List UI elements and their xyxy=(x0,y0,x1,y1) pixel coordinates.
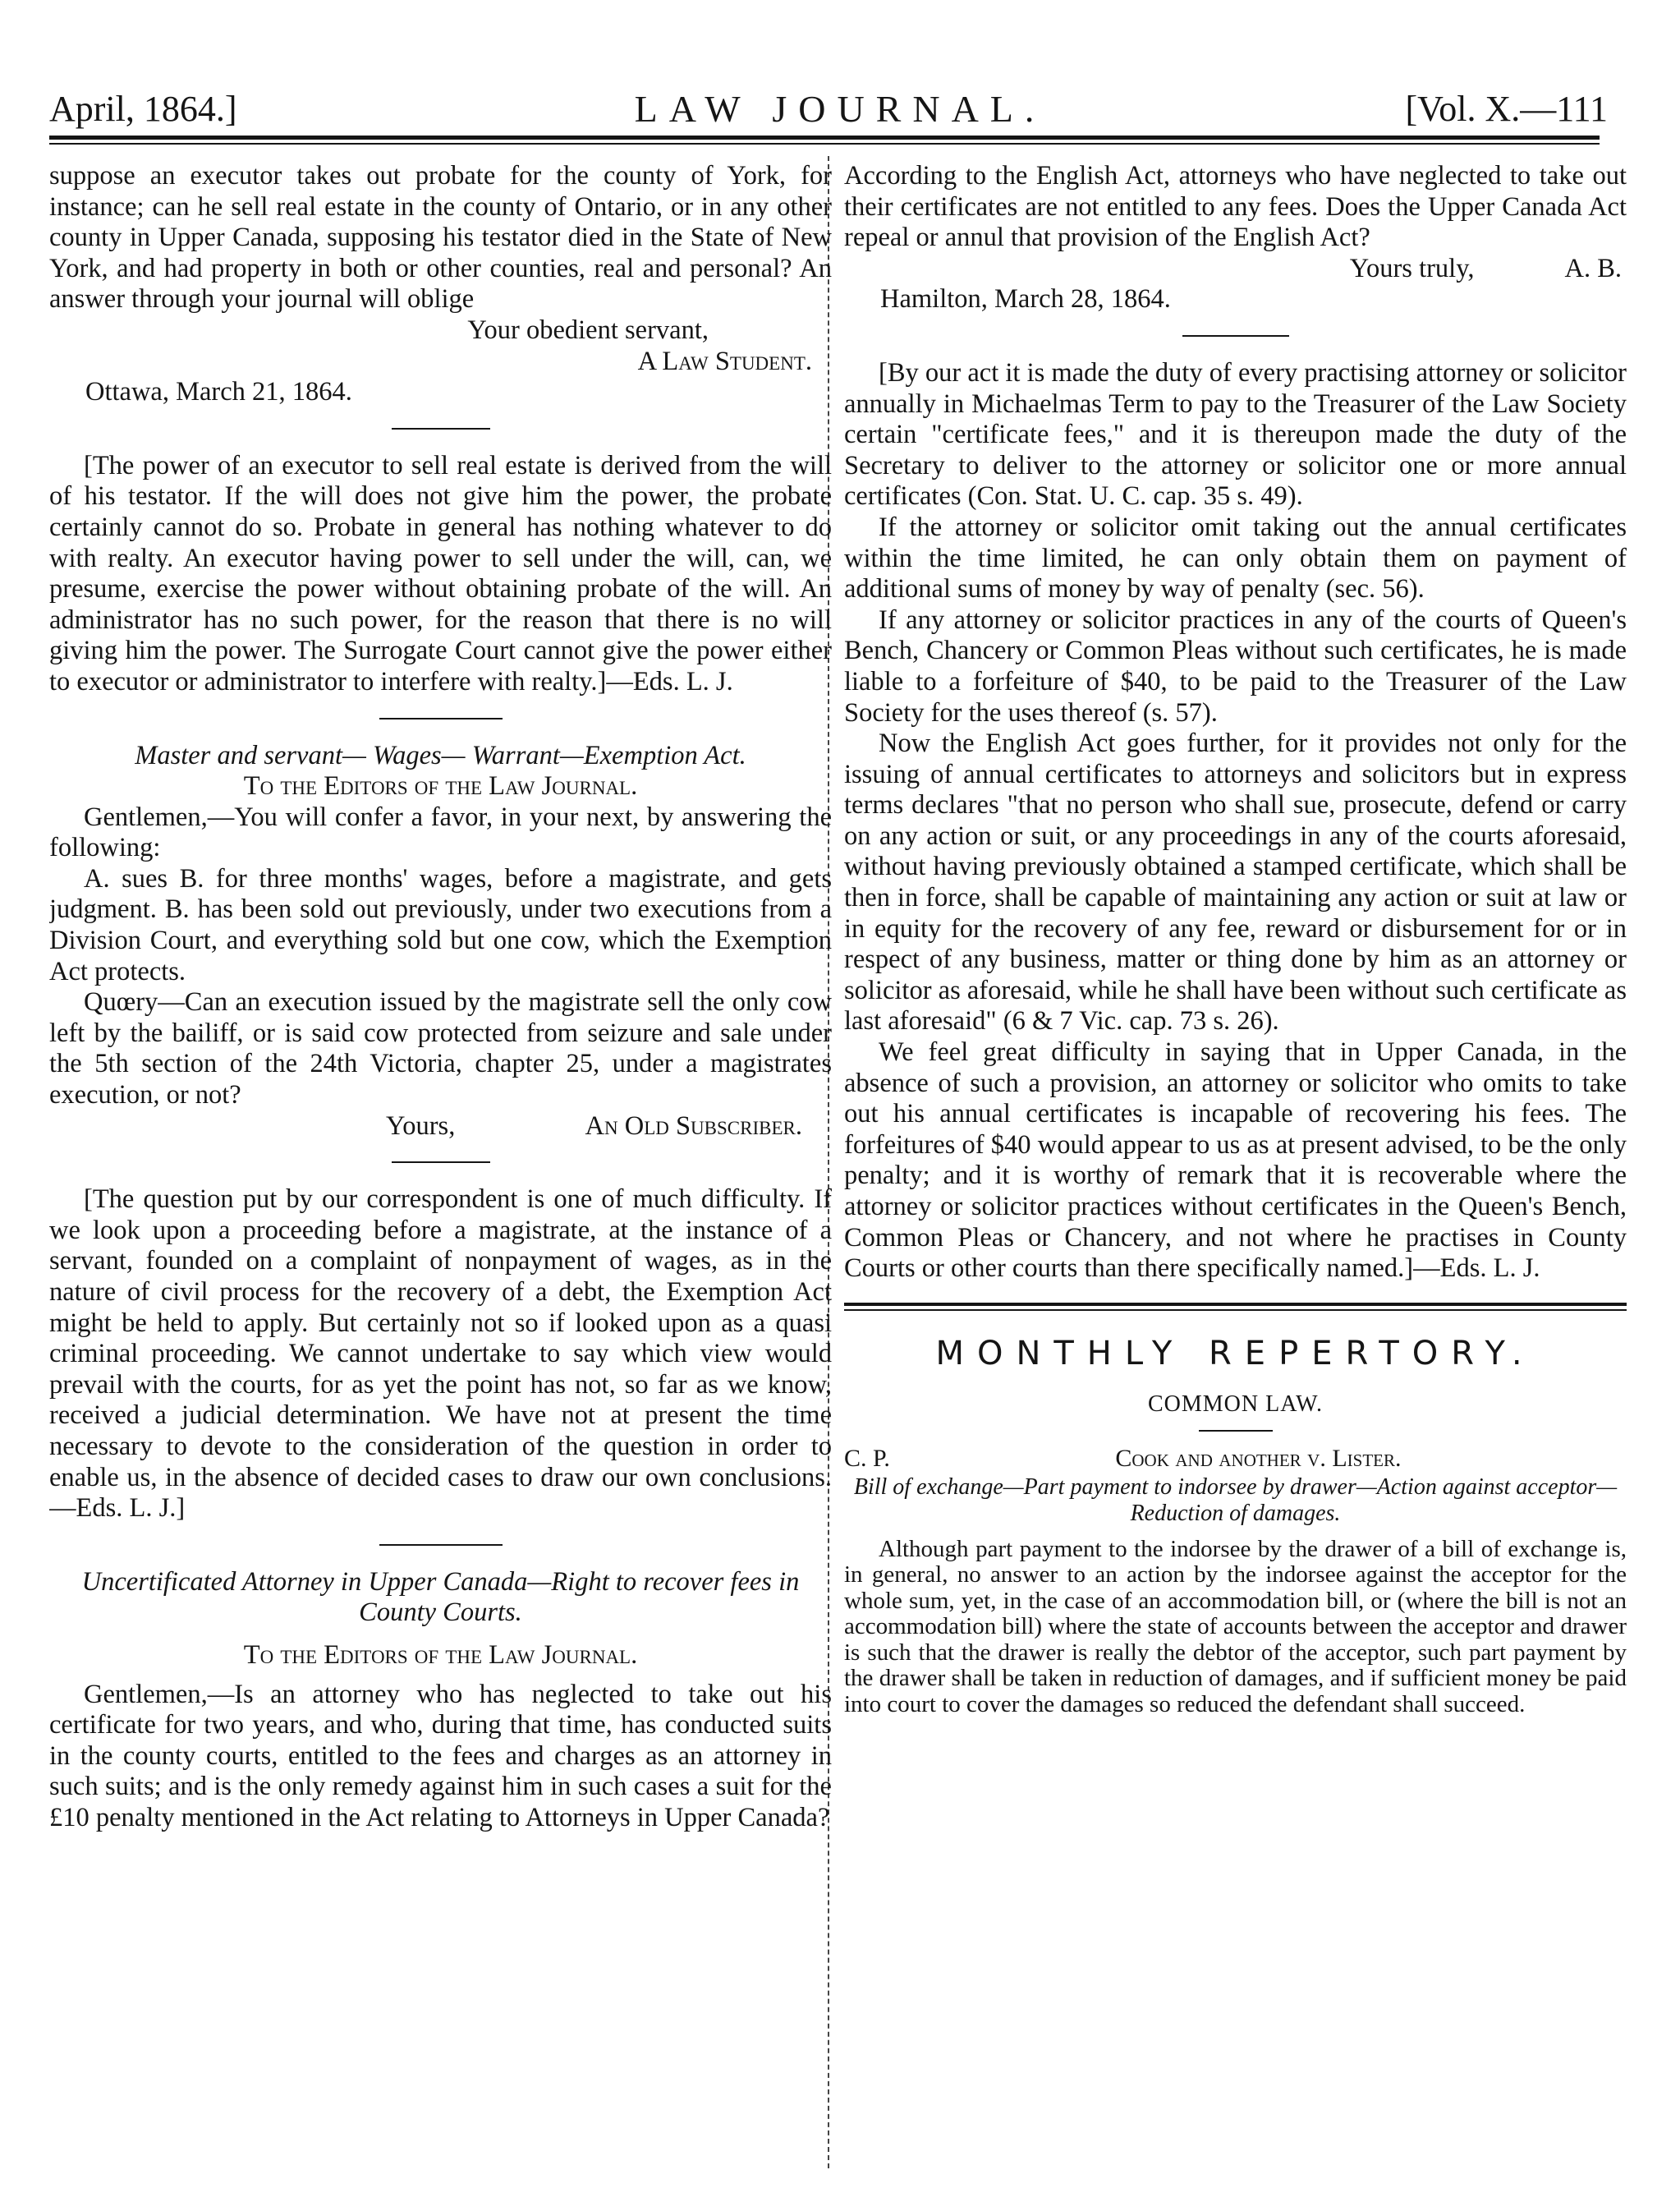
section-title: MONTHLY REPERTORY. xyxy=(935,1334,1535,1372)
separator-rule xyxy=(1182,335,1289,337)
editor-reply-3-p3: If any attorney or solicitor practices in any of the courts of Queen's Bench, Chancery or Common Pleas without such certificates, he is made liable to a forfeiture of $40, to be paid to the Treasurer of the Law Society for the uses thereof (s. 57). xyxy=(844,605,1627,728)
letter2-heading: Master and servant— Wages— Warrant—Exemption Act. xyxy=(135,740,746,770)
editor-reply-1: [The power of an executor to sell real estate is derived from the will of his testator. If the will does not give him the power, the probate certainly cannot do so. Probate in general has nothing whatever to do with realty. An executor having power to sell under the will, can, we presume, exercise the power without obtaining probate of the will. An administrator has no such power, for the reason that there is no will giving him the power. The Surrogate Court cannot give the power either to executor or administrator to interfere with realty.]—Eds. L. J. xyxy=(49,450,832,696)
letter2-addressee: To the Editors of the Law Journal. xyxy=(243,771,638,802)
letter1-closing: Your obedient servant, xyxy=(467,315,709,345)
editor-reply-3-p4: Now the English Act goes further, for it provides not only for the issuing of annual certificates to attorneys and solicitors but in express terms declares "that no person who shall sue, prosecute, defend or carry on any action or suit, or any proceedings in any of the courts aforesaid, without having previously obtained a stamped certificate, which shall be then in force, shall be capable of maintaining any action or suit at law or in equity for the recovery of any fee, reward or disbursement for or in respect of any business, matter or thing done by him as an attorney or solicitor as aforesaid, while he shall have been without such certificate as last aforesaid" (6 & 7 Vic. cap. 73 s. 26). xyxy=(844,729,1627,1037)
separator-rule xyxy=(1199,1430,1273,1432)
header-rule-thin xyxy=(49,143,1600,145)
left-column xyxy=(49,161,832,2165)
case-name: Cook and another v. Lister. xyxy=(1115,1444,1402,1472)
letter2-salutation: Gentlemen,—You will confer a favor, in your next, by answering the following: xyxy=(49,802,832,863)
editor-reply-3-p1: [By our act it is made the duty of every practising attorney or solicitor annually in Michaelmas Term to pay to the Treasurer of the Law Society certain "certificate fees," and it is thereupon made the duty of the Secretary to deliver to the attorney or solicitor one or more annual certificates (Con. Stat. U. C. cap. 35 s. 49). xyxy=(844,357,1627,512)
separator-rule xyxy=(379,718,503,719)
subsection-title: COMMON LAW. xyxy=(1147,1391,1324,1418)
separator-rule xyxy=(392,428,490,430)
letter1-signature: A Law Student. xyxy=(637,346,812,376)
letter3-text: Gentlemen,—Is an attorney who has neglected to take out his certificate for two years, and who, during that time, has conducted suits in the county courts, entitled to the fees and charges as an attorney in such suits; and is the only remedy against him in such cases a suit for the £10 penalty mentioned in the Act relating to Attorneys in Upper Canada? xyxy=(49,1679,832,1832)
letter3-closing: Yours truly, xyxy=(1349,253,1475,283)
letter3-signature: A. B. xyxy=(1564,253,1622,283)
letter3-addressee: To the Editors of the Law Journal. xyxy=(243,1639,638,1670)
separator-rule xyxy=(392,1161,490,1163)
letter2-signature: An Old Subscriber. xyxy=(585,1110,802,1141)
letter3-signoff xyxy=(844,254,1627,285)
section-rule-thick xyxy=(844,1303,1627,1306)
letter3-continued: According to the English Act, attorneys who have neglected to take out their certificates are not entitled to any fees. Does the Upper Canada Act repeal or annul that provision of the English Act? xyxy=(844,161,1627,253)
editor-reply-3-p5: We feel great difficulty in saying that in Upper Canada, in the absence of such a provision, an attorney or solicitor who omits to take out his annual certificates is incapable of recovering his fees. The forfeitures of $40 would appear to us as at present advised, to be the only penalty; and it is worthy of remark that it is recoverable where the attorney or solicitor practices without certificates in the Queen's Bench, Common Pleas or Chancery, and not where he practises in County Courts or other courts than there specifically named.]—Eds. L. J. xyxy=(844,1037,1627,1284)
case-summary: Although part payment to the indorsee by the drawer of a bill of exchange is, in general, no answer to an action by the indorsee against the acceptor for the whole sum, yet, in the case of an accommodation bill, or (where the bill is not an accommodation bill) where the state of accounts between the acceptor and drawer is such that the drawer is really the debtor of the acceptor, such part payment by the drawer shall be taken in reduction of damages, and if sufficient money be paid into court to cover the damages so reduced the defendant shall succeed. xyxy=(844,1535,1627,1717)
header-date: April, 1864.] xyxy=(49,89,237,129)
letter1-text: suppose an executor takes out probate for the county of York, for instance; can he sell real estate in the county of Ontario, or in any other county in Upper Canada, supposing his testator died in the State of New York, and had property in both or other counties, real and personal? An answer through your journal will oblige xyxy=(49,161,832,315)
case-court: C. P. xyxy=(844,1444,890,1472)
section-rule-thin xyxy=(844,1309,1627,1311)
case-headnote: Bill of exchange—Part payment to indorsee by drawer—Action against acceptor—Reduction of damages. xyxy=(853,1473,1618,1526)
letter2-paragraph: A. sues B. for three months' wages, before a magistrate, and gets judgment. B. has been sold out previously, under two executions from a Division Court, and everything sold but one cow, which the Exemption Act protects. xyxy=(49,863,832,986)
separator-rule xyxy=(379,1544,503,1546)
letter2-closing: Yours, xyxy=(386,1110,456,1141)
header-rule-thick xyxy=(49,136,1600,140)
letter3-place-date: Hamilton, March 28, 1864. xyxy=(880,284,1171,315)
header-volume-page: [Vol. X.—111 xyxy=(1405,89,1608,129)
letter3-heading: Uncertificated Attorney in Upper Canada—Right to recover fees in County Courts. xyxy=(81,1566,800,1628)
letter2-query: Quœry—Can an execution issued by the magistrate sell the only cow left by the bailiff, or is said cow protected from seizure and sale under the 5th section of the 24th Victoria, chapter 25, under a magistrates execution, or not? xyxy=(49,987,832,1110)
right-column xyxy=(844,161,1627,2165)
case-line xyxy=(844,1443,1627,1474)
letter2-signoff xyxy=(49,1111,832,1142)
header-title: LAW JOURNAL. xyxy=(634,88,1046,130)
editor-reply-2: [The question put by our correspondent is one of much difficulty. If we look upon a proceeding before a magistrate, at the instance of a servant, founded on a complaint of nonpayment of wages, as in the nature of civil process for the recovery of a debt, the Exemption Act might be held to apply. But certainly not so if looked upon as a quasi criminal proceeding. We cannot undertake to say which view would prevail with the courts, for as yet the point has not, so far as we know, received a judicial determination. We have not at present the time necessary to devote to the consideration of the question in order to enable us, in the absence of decided cases to draw our own conclusions.—Eds. L. J.] xyxy=(49,1184,832,1524)
letter1-place-date: Ottawa, March 21, 1864. xyxy=(85,377,352,407)
editor-reply-3-p2: If the attorney or solicitor omit taking out the annual certificates within the time limited, he can only obtain them on payment of additional sums of money by way of penalty (sec. 56). xyxy=(844,512,1627,605)
